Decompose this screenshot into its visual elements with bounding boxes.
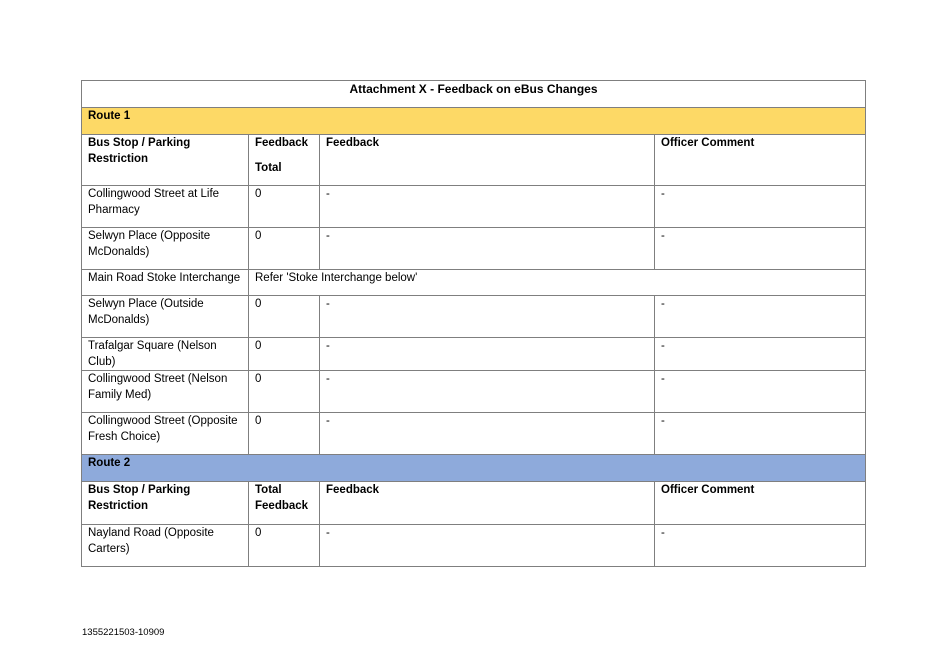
route1-header-total-line1: Feedback: [255, 137, 309, 149]
route2-label: Route 2: [82, 455, 866, 482]
officer-comment: -: [655, 371, 866, 413]
table-title-row: [82, 81, 866, 108]
feedback-total: 0: [249, 296, 320, 338]
feedback-total: 0: [249, 228, 320, 270]
feedback-text: -: [320, 371, 655, 413]
table-row: [82, 525, 866, 567]
route2-header-stop: Bus Stop / Parking Restriction: [82, 482, 249, 525]
document-reference-code: 1355221503-10909: [82, 627, 165, 638]
feedback-text: -: [320, 338, 655, 371]
feedback-text: -: [320, 296, 655, 338]
route1-header-stop: Bus Stop / Parking Restriction: [82, 135, 249, 186]
route2-header-officer: Officer Comment: [655, 482, 866, 525]
route1-header-total-line2: Total: [255, 162, 282, 174]
feedback-total: 0: [249, 186, 320, 228]
route2-header-row: [82, 482, 866, 525]
route1-header-officer: Officer Comment: [655, 135, 866, 186]
feedback-total: 0: [249, 338, 320, 371]
feedback-total: 0: [249, 413, 320, 455]
route1-header-row: [82, 135, 866, 186]
route2-header-feedback: Feedback: [320, 482, 655, 525]
table-row: [82, 228, 866, 270]
officer-comment: -: [655, 296, 866, 338]
stop-name: Trafalgar Square (Nelson Club): [82, 338, 249, 371]
route2-band: [82, 455, 866, 482]
route2-header-total: Total Feedback: [249, 482, 320, 525]
officer-comment: -: [655, 186, 866, 228]
document-title: Attachment X - Feedback on eBus Changes: [82, 81, 866, 108]
officer-comment: -: [655, 228, 866, 270]
stop-name: Selwyn Place (Opposite McDonalds): [82, 228, 249, 270]
stop-name: Collingwood Street (Nelson Family Med): [82, 371, 249, 413]
table-row: [82, 186, 866, 228]
route1-header-total: [249, 135, 320, 186]
feedback-text: -: [320, 525, 655, 567]
route1-band: [82, 108, 866, 135]
feedback-total: 0: [249, 525, 320, 567]
route1-header-feedback: Feedback: [320, 135, 655, 186]
feedback-table: [81, 80, 866, 567]
stop-name: Nayland Road (Opposite Carters): [82, 525, 249, 567]
table-row: [82, 413, 866, 455]
officer-comment: -: [655, 413, 866, 455]
feedback-text: -: [320, 413, 655, 455]
route1-label: Route 1: [82, 108, 866, 135]
stop-name: Collingwood Street (Opposite Fresh Choice): [82, 413, 249, 455]
officer-comment: -: [655, 525, 866, 567]
stoke-interchange-note: Refer 'Stoke Interchange below': [249, 270, 866, 296]
table-row: [82, 371, 866, 413]
table-row: [82, 296, 866, 338]
stop-name: Selwyn Place (Outside McDonalds): [82, 296, 249, 338]
officer-comment: -: [655, 338, 866, 371]
feedback-text: -: [320, 228, 655, 270]
stop-name: Main Road Stoke Interchange: [82, 270, 249, 296]
feedback-text: -: [320, 186, 655, 228]
table-row: [82, 338, 866, 371]
stop-name: Collingwood Street at Life Pharmacy: [82, 186, 249, 228]
table-row: [82, 270, 866, 296]
feedback-total: 0: [249, 371, 320, 413]
